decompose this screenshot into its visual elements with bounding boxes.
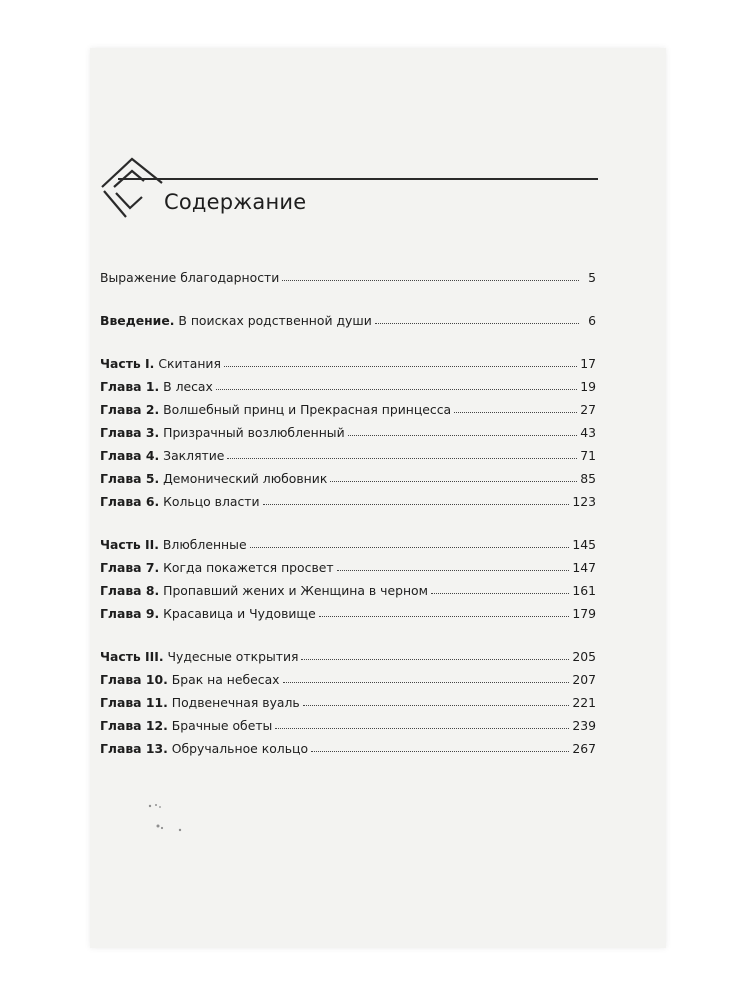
dot-leader — [282, 280, 579, 281]
toc-entry-chapter-8[interactable] — [100, 575, 596, 598]
entry-keyword: Часть III. — [100, 649, 164, 664]
page-number: 43 — [580, 425, 596, 440]
page-number: 123 — [572, 494, 596, 509]
dot-leader — [283, 682, 570, 683]
toc-entry-chapter-5[interactable] — [100, 463, 596, 486]
entry-title: Кольцо власти — [159, 494, 260, 509]
toc-entry-part-1[interactable] — [100, 348, 596, 371]
dot-leader — [348, 435, 578, 436]
entry-title: Заклятие — [159, 448, 225, 463]
page-number: 205 — [572, 649, 596, 664]
entry-keyword: Часть I. — [100, 356, 155, 371]
page-number: 147 — [572, 560, 596, 575]
entry-title: Подвенечная вуаль — [167, 695, 300, 710]
dot-leader — [301, 659, 569, 660]
page-number: 17 — [580, 356, 596, 371]
entry-keyword: Глава 10. — [100, 672, 168, 687]
entry-keyword: Глава 11. — [100, 695, 168, 710]
page-number: 161 — [572, 583, 596, 598]
toc-entry-chapter-11[interactable] — [100, 687, 596, 710]
entry-keyword: Глава 6. — [100, 494, 160, 509]
entry-keyword: Глава 4. — [100, 448, 160, 463]
toc-entry-part-3[interactable] — [100, 641, 596, 664]
toc-entry-chapter-10[interactable] — [100, 664, 596, 687]
entry-keyword: Глава 8. — [100, 583, 160, 598]
dot-leader — [330, 481, 577, 482]
toc-entry-chapter-9[interactable] — [100, 598, 596, 621]
entry-title: Пропавший жених и Женщина в черном — [159, 583, 428, 598]
diamond-outline-icon — [92, 145, 172, 225]
dot-leader — [375, 323, 579, 324]
entry-keyword: Глава 1. — [100, 379, 160, 394]
page-number: 239 — [572, 718, 596, 733]
table-of-contents — [100, 262, 596, 756]
header-rule — [118, 178, 598, 180]
entry-title: Брачные обеты — [167, 718, 273, 733]
toc-entry-chapter-12[interactable] — [100, 710, 596, 733]
dot-leader — [319, 616, 570, 617]
entry-title: Чудесные открытия — [163, 649, 299, 664]
page-number: 85 — [580, 471, 596, 486]
entry-title: Призрачный возлюбленный — [159, 425, 345, 440]
page-number: 207 — [572, 672, 596, 687]
dot-leader — [303, 705, 570, 706]
toc-entry-chapter-3[interactable] — [100, 417, 596, 440]
dot-leader — [311, 751, 569, 752]
ink-smudge — [140, 800, 200, 840]
page-number: 27 — [580, 402, 596, 417]
toc-entry-chapter-7[interactable] — [100, 552, 596, 575]
toc-entry-chapter-13[interactable] — [100, 733, 596, 756]
entry-title: Скитания — [154, 356, 221, 371]
page-number: 19 — [580, 379, 596, 394]
entry-keyword: Глава 7. — [100, 560, 160, 575]
dot-leader — [275, 728, 569, 729]
toc-entry-part-2[interactable] — [100, 529, 596, 552]
toc-entry-chapter-1[interactable] — [100, 371, 596, 394]
entry-title: Когда покажется просвет — [159, 560, 334, 575]
entry-keyword: Глава 12. — [100, 718, 168, 733]
toc-entry-chapter-2[interactable] — [100, 394, 596, 417]
entry-title: Влюбленные — [158, 537, 247, 552]
dot-leader — [431, 593, 569, 594]
page-number: 145 — [572, 537, 596, 552]
entry-title: Демонический любовник — [159, 471, 328, 486]
entry-title: Брак на небесах — [167, 672, 280, 687]
entry-title: Обручальное кольцо — [167, 741, 309, 756]
toc-entry-chapter-4[interactable] — [100, 440, 596, 463]
page-number: 5 — [588, 270, 596, 285]
dot-leader — [250, 547, 570, 548]
entry-title: Выражение благодарности — [100, 270, 280, 285]
entry-keyword: Глава 5. — [100, 471, 160, 486]
entry-keyword: Глава 9. — [100, 606, 160, 621]
page-number: 6 — [588, 313, 596, 328]
entry-keyword: Введение. — [100, 313, 175, 328]
dot-leader — [216, 389, 577, 390]
entry-keyword: Часть II. — [100, 537, 159, 552]
dot-leader — [227, 458, 577, 459]
page-title: Содержание — [164, 190, 307, 214]
toc-entry-acknowledgements[interactable] — [100, 262, 596, 285]
entry-title: Красавица и Чудовище — [159, 606, 316, 621]
dot-leader — [337, 570, 570, 571]
entry-title: В лесах — [159, 379, 213, 394]
dot-leader — [224, 366, 577, 367]
entry-keyword: Глава 13. — [100, 741, 168, 756]
entry-keyword: Глава 2. — [100, 402, 160, 417]
page-number: 267 — [572, 741, 596, 756]
page-number: 71 — [580, 448, 596, 463]
dot-leader — [263, 504, 570, 505]
page-number: 221 — [572, 695, 596, 710]
entry-keyword: Глава 3. — [100, 425, 160, 440]
toc-entry-chapter-6[interactable] — [100, 486, 596, 509]
page-number: 179 — [572, 606, 596, 621]
entry-title: Волшебный принц и Прекрасная принцесса — [159, 402, 452, 417]
dot-leader — [454, 412, 577, 413]
entry-title: В поисках родственной души — [174, 313, 372, 328]
toc-entry-introduction[interactable] — [100, 305, 596, 328]
